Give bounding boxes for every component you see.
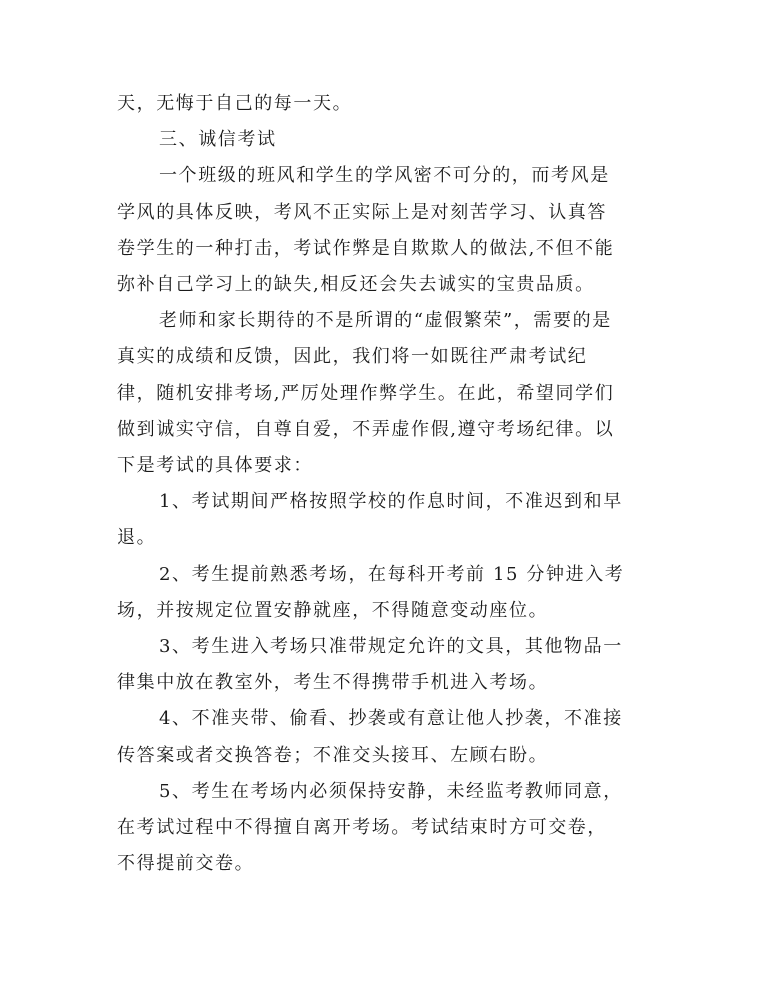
text-line: 下是考试的具体要求： — [117, 455, 313, 477]
text-line: 律集中放在教室外，考生不得携带手机进入考场。 — [117, 672, 549, 694]
text-line: 卷学生的一种打击，考试作弊是自欺欺人的做法,不但不能 — [117, 237, 615, 259]
list-item-5: 5、考生在考场内必须保持安静，未经监考教师同意， — [159, 780, 623, 802]
document-body — [117, 86, 657, 882]
list-item-2: 2、考生提前熟悉考场，在每科开考前 15 分钟进入考 — [159, 563, 625, 585]
text-line: 律，随机安排考场,严厉处理作弊学生。在此，希望同学们 — [117, 382, 615, 404]
text-line: 老师和家长期待的不是所谓的“虚假繁荣”，需要的是 — [159, 310, 612, 332]
text-line: 真实的成绩和反馈，因此，我们将一如既往严肃考试纪 — [117, 346, 588, 368]
text-line: 学风的具体反映，考风不正实际上是对刻苦学习、认真答 — [117, 201, 607, 223]
text-line: 一个班级的班风和学生的学风密不可分的，而考风是 — [159, 165, 610, 187]
text-line: 场，并按规定位置安静就座，不得随意变动座位。 — [117, 599, 549, 621]
text-line: 不得提前交卷。 — [117, 853, 255, 875]
text-line: 退。 — [117, 527, 157, 549]
list-item-3: 3、考生进入考场只准带规定允许的文具，其他物品一 — [159, 636, 623, 658]
text-line: 做到诚实守信，自尊自爱，不弄虚作假,遵守考场纪律。以 — [117, 418, 615, 440]
text-line: 弥补自己学习上的缺失,相反还会失去诚实的宝贵品质。 — [117, 274, 595, 296]
text-line: 天，无悔于自己的每一天。 — [117, 93, 353, 114]
list-item-1: 1、考试期间严格按照学校的作息时间，不准迟到和早 — [159, 491, 623, 513]
text-line: 在考试过程中不得擅自离开考场。考试结束时方可交卷， — [117, 817, 607, 839]
text-line: 传答案或者交换答卷；不准交头接耳、左顾右盼。 — [117, 744, 549, 766]
list-item-4: 4、不准夹带、偷看、抄袭或有意让他人抄袭，不准接 — [159, 708, 623, 730]
section-heading: 三、诚信考试 — [159, 129, 277, 151]
